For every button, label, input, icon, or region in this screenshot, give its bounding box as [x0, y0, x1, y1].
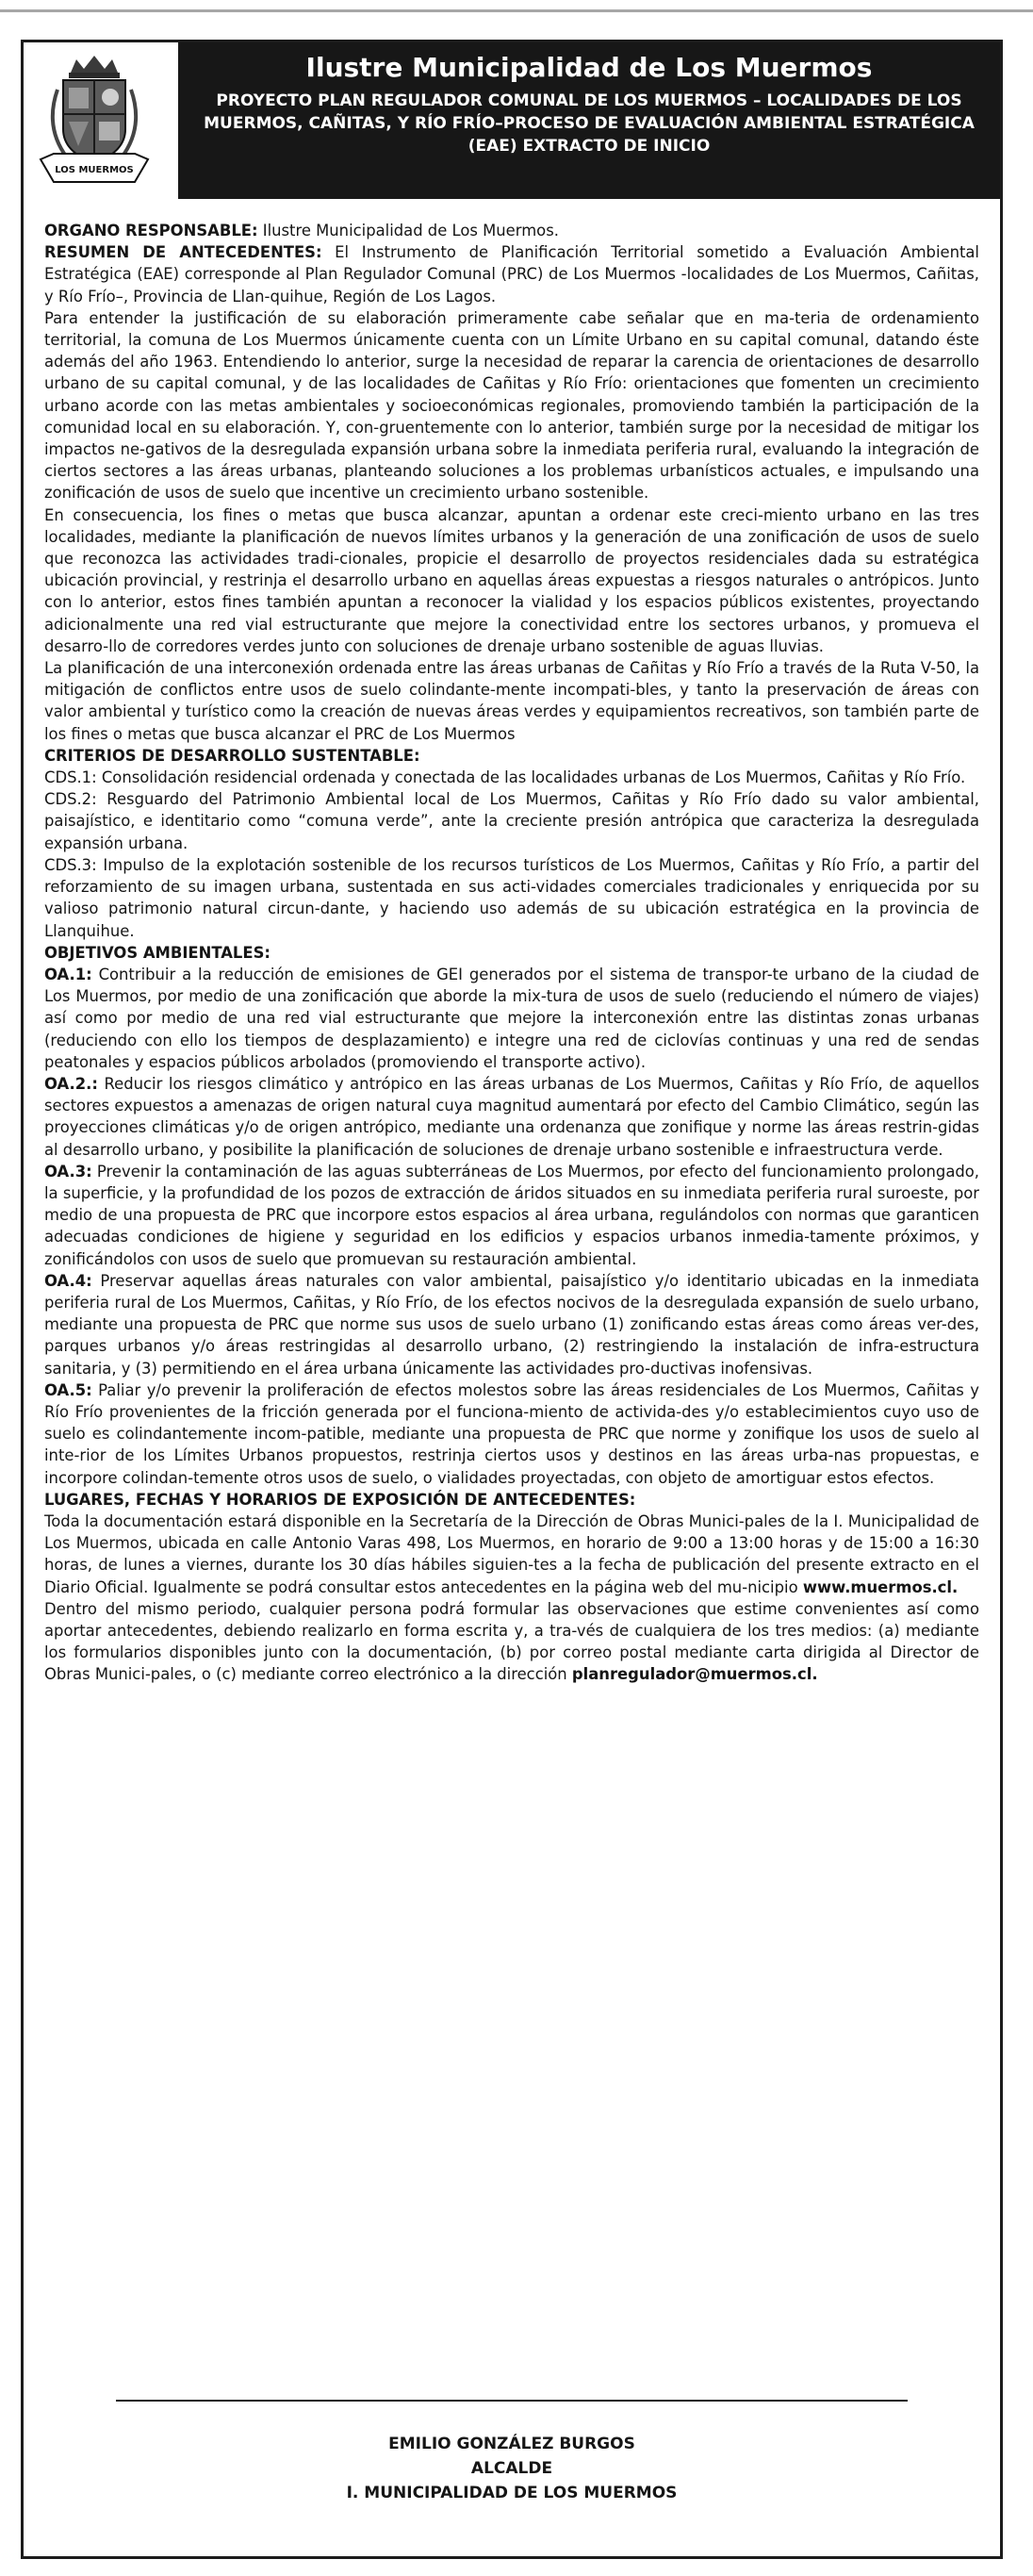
cds-heading: CRITERIOS DE DESARROLLO SUSTENTABLE: [44, 746, 420, 765]
organo-label: ORGANO RESPONSABLE: [44, 222, 258, 239]
organo-text: Ilustre Municipalidad de Los Muermos. [257, 222, 559, 239]
resumen-text: El Instrumento de Planificación Territorial sometido a Evaluación Ambiental Estratégica (EAE) corresponde al Plan Regulador Comunal (PRC) de Los Muermos -localidades de Los Muermos, Cañitas, y Río Frío–, Provincia de Llan-quihue, Región de Los Lagos. [44, 243, 979, 305]
cds-3: CDS.3: Impulso de la explotación sostenible de los recursos turísticos de Los Muermos, Cañitas y Río Frío, a partir del reforzamiento de su imagen urbana, sustentada en sus acti-vidades comerciales tradicionales y enriquecida por su valioso patrimonio natural circun-dante, y haciendo uso además de su ubicación estratégica en la provincia de Llanquihue. [44, 855, 979, 940]
page-subtitle: PROYECTO PLAN REGULADOR COMUNAL DE LOS MUERMOS – LOCALIDADES DE LOS MUERMOS, CAÑITAS, Y RÍO FRÍO–PROCESO DE EVALUACIÓN AMBIENTAL ESTRATÉGICA (EAE) EXTRACTO DE INICIO [204, 91, 975, 156]
oa-5-text: Paliar y/o prevenir la proliferación de efectos molestos sobre las áreas residenciales de Los Muermos, Cañitas y Río Frío provenientes de la fricción generada por el funciona-miento de activida-des y/o establecimientos cuyo uso de suelo es colindantemente incom-patible, mediante una propuesta de PRC que norme y zonifique los usos de suelo al inte-rior de los Límites Urbanos propuestos, restrinja ciertos usos y destinos en las áreas urba-nas propuestas, e incorpore colindan-temente otros usos de suelo, o vialidades proyectadas, con objeto de amortiguar estos efectos. [44, 1380, 979, 1487]
oa-1 [44, 964, 979, 1073]
signature-block [24, 2400, 1000, 2505]
cds-1: CDS.1: Consolidación residencial ordenada y conectada de las localidades urbanas de Los Muermos, Cañitas y Río Frío. [44, 768, 966, 787]
signer-organization: I. MUNICIPALIDAD DE LOS MUERMOS [346, 2484, 678, 2502]
oa-2 [44, 1073, 979, 1161]
crest-icon [35, 52, 154, 190]
interconnection-paragraph: La planificación de una interconexión ordenada entre las áreas urbanas de Cañitas y Río Frío a través de la Ruta V-50, la mitigación de conflictos entre usos de suelo colindante-mente incompati-bles, y tanto la preservación de áreas con valor ambiental y turístico como la creación de nuevas áreas verdes y equipamientos recreativos, son también parte de los fines o metas que busca alcanzar el PRC de Los Muermos [44, 659, 979, 743]
signature-rule [116, 2400, 908, 2402]
notice-frame [21, 40, 1003, 2559]
oa-5 [44, 1379, 979, 1489]
observaciones-text: Dentro del mismo periodo, cualquier persona podrá formular las observaciones que estime convenientes así como aportar antecedentes, debiendo realizarlo en forma escrita y, a tra-vés de cualquiera de los tres medios: (a) mediante los formularios disponibles junto con la documentación, (b) por correo postal mediante carta dirigida al Director de Obras Munici-pales, o (c) mediante correo electrónico a la dirección [44, 1599, 979, 1684]
lugares-heading: LUGARES, FECHAS Y HORARIOS DE EXPOSICIÓN DE ANTECEDENTES: [44, 1490, 636, 1509]
goals-paragraph: En consecuencia, los fines o metas que busca alcanzar, apuntan a ordenar este creci-miento urbano en las tres localidades, mediante la planificación de nuevos límites urbanos y la generación de una zonificación de usos de suelo que reconozca las actividades tradi-cionales, propicie el desarrollo de proyectos residenciales dada su estratégica ubicación provincial, y restrinja el desarrollo urbano en aquellas áreas expuestas a riesgos naturales o antrópicos. Junto con lo anterior, estos fines también apuntan a reconocer la vialidad y los espacios públicos existentes, proyectando adicionalmente una red vial estructurante que mejore la conectividad entre los sectores urbanos, y promueva el desarro-llo de corredores verdes junto con soluciones de drenaje urbano sostenible de aguas lluvias. [44, 505, 979, 655]
notice-body [44, 220, 979, 1686]
oa-3-label: OA.3: [44, 1162, 92, 1181]
oa-3 [44, 1161, 979, 1270]
top-rule [0, 9, 1033, 12]
lugares-text: Toda la documentación estará disponible en la Secretaría de la Dirección de Obras Munici-pales de la I. Municipalidad de Los Muermos, ubicada en calle Antonio Varas 498, Los Muermos, en horario de 9:00 a 13:00 horas y de 15:00 a 16:30 horas, de lunes a viernes, durante los 30 días hábiles siguien-tes a la fecha de publicación del presente extracto en el Diario Oficial. Igualmente se podrá consultar estos antecedentes en la página web del mu-nicipio [44, 1511, 979, 1596]
oa-4-label: OA.4: [44, 1271, 92, 1290]
municipal-crest-logo [35, 52, 154, 190]
oa-heading: OBJETIVOS AMBIENTALES: [44, 943, 271, 962]
notice-header [24, 42, 1000, 199]
website-link[interactable]: www.muermos.cl. [802, 1577, 959, 1596]
observaciones-paragraph [44, 1598, 979, 1686]
oa-4-text: Preservar aquellas áreas naturales con valor ambiental, paisajístico y/o identitario ubicadas en la inmediata periferia rural de Los Muermos, Cañitas, y Río Frío, de los efectos nocivos de la desregulada expansión de suelo urbano, mediante una propuesta de PRC que norme sus usos de suelo urbano (1) zonificando estas áreas como áreas ver-des, parques urbanos y/o áreas restringidas al desarrollo urbano, (2) restringiendo la instalación de infra-estructura sanitaria, y (3) permitiendo en el área urbana únicamente las actividades pro-ductivas inofensivas. [44, 1271, 979, 1378]
page-title: Ilustre Municipalidad de Los Muermos [305, 52, 873, 83]
signer-role: ALCALDE [470, 2459, 553, 2478]
justification-paragraph: Para entender la justificación de su elaboración primeramente cabe señalar que en ma-teria de ordenamiento territorial, la comuna de Los Muermos únicamente cuenta con un Límite Urbano en su capital comunal, datando éste además del año 1963. Entendiendo lo anterior, surge la necesidad de reparar la carencia de orientaciones de desarrollo urbano de su capital comunal, y de las localidades de Cañitas y Río Frío: orientaciones que fomenten un crecimiento urbano acorde con las metas ambientales y socioeconómicas regionales, promoviendo también la participación de la comunidad local en su elaboración. Y, con-gruentemente con lo anterior, también surge por la necesidad de mitigar los impactos ne-gativos de la desregulada expansión urbana sobre la inmediata periferia rural, evaluando la integración de ciertos sectores a las áreas urbanas, planteando soluciones a los problemas urbanísticos actuales, e impulsando una zonificación de usos de suelo que incentive un crecimiento urbano sostenible. [44, 308, 979, 503]
organo-paragraph [44, 220, 979, 241]
oa-3-text: Prevenir la contaminación de las aguas subterráneas de Los Muermos, por efecto del funcionamiento prolongado, la superficie, y la profundidad de los pozos de extracción de áridos situados en su inmediata periferia rural suroeste, por medio de una propuesta de PRC que incorpore estos espacios al área urbana, regulándolos con normas que garanticen adecuadas condiciones de higiene y seguridad en los edificios y espacios urbanos inmedia-tamente próximos, y zonificándolos con usos de suelo que promuevan su restauración ambiental. [44, 1162, 979, 1268]
email-link[interactable]: planregulador@muermos.cl. [571, 1665, 818, 1684]
logo-ribbon-text: LOS MUERMOS [55, 165, 134, 175]
title-banner [178, 42, 1000, 199]
oa-2-text: Reducir los riesgos climático y antrópico en las áreas urbanas de Los Muermos, Cañitas y Río Frío, de aquellos sectores expuestos a amenazas de origen natural cuya magnitud aumentará por efecto del Cambio Climático, según las proyecciones climáticas y/o de origen antrópico, mediante una ordenanza que zonifique y norme las áreas restrin-gidas al desarrollo urbano, y posibilite la planificación de soluciones de drenaje urbano sostenible e infraestructura verde. [44, 1074, 979, 1159]
cds-2: CDS.2: Resguardo del Patrimonio Ambiental local de Los Muermos, Cañitas y Río Frío dado su valor ambiental, paisajístico, e identitario como “comuna verde”, ante la creciente presión antrópica que caracteriza la desregulada expansión urbana. [44, 790, 979, 852]
oa-4 [44, 1270, 979, 1379]
oa-1-text: Contribuir a la reducción de emisiones de GEI generados por el sistema de transpor-te urbano de la ciudad de Los Muermos, por medio de una zonificación que aborde la mix-tura de usos de suelo (reduciendo el número de viajes) así como por medio de una red vial estructurante que mejore la interconexión entre las distintas zonas urbanas (reduciendo con ello los tiempos de desplazamiento) e integre una red de ciclovías continuas y una red de sendas peatonales y espacios públicos arbolados (promoviendo el transporte activo). [44, 965, 979, 1071]
oa-1-label: OA.1: [44, 965, 92, 983]
oa-2-label: OA.2.: [44, 1074, 98, 1093]
resumen-label: RESUMEN DE ANTECEDENTES: [44, 243, 322, 262]
oa-5-label: OA.5: [44, 1380, 92, 1399]
resumen-paragraph [44, 241, 979, 307]
signer-name: EMILIO GONZÁLEZ BURGOS [388, 2435, 635, 2453]
lugares-paragraph [44, 1511, 979, 1598]
